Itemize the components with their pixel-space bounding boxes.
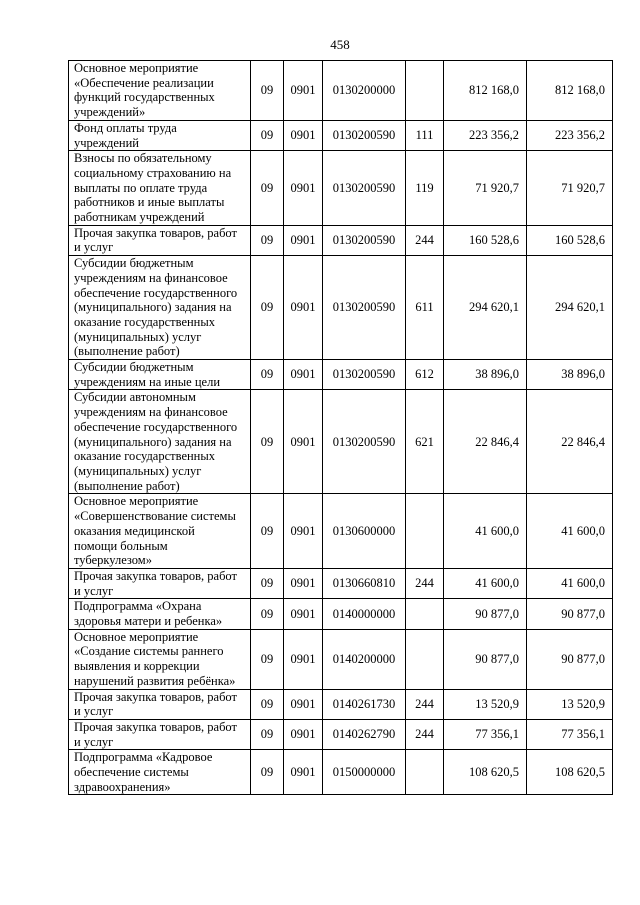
amount-1: 41 600,0 <box>444 494 527 569</box>
expense-type-code: 244 <box>406 689 444 719</box>
target-article-code: 0130200590 <box>323 225 406 255</box>
target-article-code: 0130600000 <box>323 494 406 569</box>
amount-2: 90 877,0 <box>527 599 613 629</box>
target-article-code: 0140261730 <box>323 689 406 719</box>
amount-1: 38 896,0 <box>444 360 527 390</box>
amount-2: 160 528,6 <box>527 225 613 255</box>
amount-1: 77 356,1 <box>444 719 527 749</box>
section-code: 09 <box>251 61 284 121</box>
amount-1: 13 520,9 <box>444 689 527 719</box>
table-row <box>69 689 613 719</box>
expense-type-code <box>406 494 444 569</box>
amount-2: 294 620,1 <box>527 256 613 360</box>
target-article-code: 0130200590 <box>323 120 406 150</box>
row-name: Основное мероприятие «Совершенствование системы оказания медицинской помощи больным туберкулезом» <box>69 494 251 569</box>
table-row <box>69 151 613 226</box>
expense-type-code: 244 <box>406 568 444 598</box>
subsection-code: 0901 <box>284 225 323 255</box>
table-row <box>69 599 613 629</box>
target-article-code: 0140000000 <box>323 599 406 629</box>
section-code: 09 <box>251 568 284 598</box>
expense-type-code: 119 <box>406 151 444 226</box>
table-row <box>69 568 613 598</box>
subsection-code: 0901 <box>284 494 323 569</box>
subsection-code: 0901 <box>284 120 323 150</box>
target-article-code: 0130200590 <box>323 256 406 360</box>
row-name: Субсидии автономным учреждениям на финансовое обеспечение государственного (муниципального) задания на оказание государственных (муниципальных) услуг (выполнение работ) <box>69 390 251 494</box>
section-code: 09 <box>251 689 284 719</box>
row-name: Основное мероприятие «Создание системы раннего выявления и коррекции нарушений развития ребёнка» <box>69 629 251 689</box>
amount-2: 812 168,0 <box>527 61 613 121</box>
subsection-code: 0901 <box>284 719 323 749</box>
section-code: 09 <box>251 225 284 255</box>
table-row <box>69 120 613 150</box>
amount-2: 223 356,2 <box>527 120 613 150</box>
row-name: Прочая закупка товаров, работ и услуг <box>69 719 251 749</box>
subsection-code: 0901 <box>284 629 323 689</box>
target-article-code: 0130200000 <box>323 61 406 121</box>
section-code: 09 <box>251 719 284 749</box>
row-name: Субсидии бюджетным учреждениям на финансовое обеспечение государственного (муниципального) задания на оказание государственных (муниципальных) услуг (выполнение работ) <box>69 256 251 360</box>
table-row <box>69 256 613 360</box>
row-name: Основное мероприятие «Обеспечение реализации функций государственных учреждений» <box>69 61 251 121</box>
target-article-code: 0140200000 <box>323 629 406 689</box>
table-row <box>69 225 613 255</box>
amount-1: 108 620,5 <box>444 750 527 795</box>
expense-type-code <box>406 750 444 795</box>
amount-1: 160 528,6 <box>444 225 527 255</box>
expense-type-code: 612 <box>406 360 444 390</box>
subsection-code: 0901 <box>284 256 323 360</box>
section-code: 09 <box>251 120 284 150</box>
section-code: 09 <box>251 390 284 494</box>
table-row <box>69 360 613 390</box>
subsection-code: 0901 <box>284 599 323 629</box>
subsection-code: 0901 <box>284 568 323 598</box>
target-article-code: 0130200590 <box>323 151 406 226</box>
subsection-code: 0901 <box>284 689 323 719</box>
expense-type-code: 244 <box>406 719 444 749</box>
amount-1: 812 168,0 <box>444 61 527 121</box>
row-name: Подпрограмма «Кадровое обеспечение системы здравоохранения» <box>69 750 251 795</box>
section-code: 09 <box>251 151 284 226</box>
row-name: Фонд оплаты труда учреждений <box>69 120 251 150</box>
subsection-code: 0901 <box>284 61 323 121</box>
subsection-code: 0901 <box>284 750 323 795</box>
target-article-code: 0130200590 <box>323 360 406 390</box>
row-name: Прочая закупка товаров, работ и услуг <box>69 568 251 598</box>
amount-1: 223 356,2 <box>444 120 527 150</box>
section-code: 09 <box>251 256 284 360</box>
table-row <box>69 629 613 689</box>
amount-2: 90 877,0 <box>527 629 613 689</box>
expense-type-code: 111 <box>406 120 444 150</box>
row-name: Субсидии бюджетным учреждениям на иные цели <box>69 360 251 390</box>
section-code: 09 <box>251 750 284 795</box>
section-code: 09 <box>251 599 284 629</box>
amount-2: 41 600,0 <box>527 568 613 598</box>
amount-1: 90 877,0 <box>444 599 527 629</box>
expense-type-code <box>406 629 444 689</box>
amount-2: 22 846,4 <box>527 390 613 494</box>
amount-2: 41 600,0 <box>527 494 613 569</box>
subsection-code: 0901 <box>284 390 323 494</box>
expense-type-code: 611 <box>406 256 444 360</box>
amount-1: 22 846,4 <box>444 390 527 494</box>
section-code: 09 <box>251 494 284 569</box>
amount-2: 13 520,9 <box>527 689 613 719</box>
section-code: 09 <box>251 629 284 689</box>
expense-type-code <box>406 599 444 629</box>
amount-2: 108 620,5 <box>527 750 613 795</box>
section-code: 09 <box>251 360 284 390</box>
amount-1: 294 620,1 <box>444 256 527 360</box>
row-name: Прочая закупка товаров, работ и услуг <box>69 225 251 255</box>
subsection-code: 0901 <box>284 360 323 390</box>
row-name: Взносы по обязательному социальному страхованию на выплаты по оплате труда работников и иные выплаты работникам учреждений <box>69 151 251 226</box>
amount-1: 41 600,0 <box>444 568 527 598</box>
subsection-code: 0901 <box>284 151 323 226</box>
target-article-code: 0150000000 <box>323 750 406 795</box>
budget-table <box>68 60 613 795</box>
expense-type-code: 244 <box>406 225 444 255</box>
amount-1: 90 877,0 <box>444 629 527 689</box>
page-number: 458 <box>330 37 350 52</box>
amount-1: 71 920,7 <box>444 151 527 226</box>
expense-type-code: 621 <box>406 390 444 494</box>
table-row <box>69 750 613 795</box>
target-article-code: 0140262790 <box>323 719 406 749</box>
row-name: Прочая закупка товаров, работ и услуг <box>69 689 251 719</box>
target-article-code: 0130200590 <box>323 390 406 494</box>
expense-type-code <box>406 61 444 121</box>
table-row <box>69 390 613 494</box>
table-row <box>69 494 613 569</box>
amount-2: 71 920,7 <box>527 151 613 226</box>
amount-2: 38 896,0 <box>527 360 613 390</box>
amount-2: 77 356,1 <box>527 719 613 749</box>
table-row <box>69 719 613 749</box>
table-row <box>69 61 613 121</box>
row-name: Подпрограмма «Охрана здоровья матери и ребенка» <box>69 599 251 629</box>
target-article-code: 0130660810 <box>323 568 406 598</box>
